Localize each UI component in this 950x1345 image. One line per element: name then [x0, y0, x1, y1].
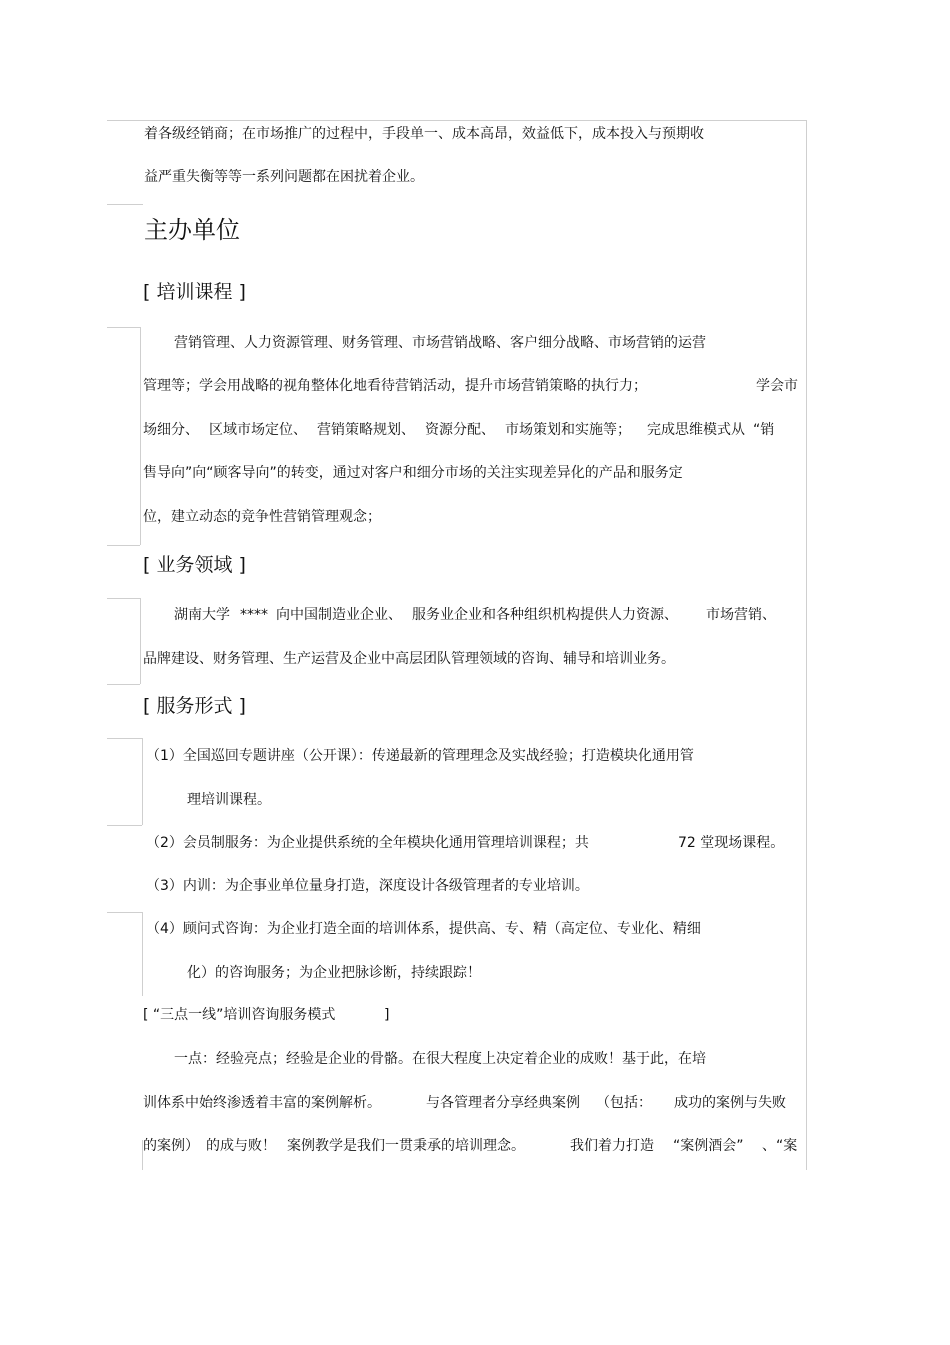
courses-line: 位，建立动态的竞争性营销管理观念； — [143, 509, 381, 525]
rule — [806, 120, 807, 1170]
rule — [107, 912, 142, 913]
rule — [142, 738, 143, 825]
model-line: 、“案 — [762, 1138, 798, 1154]
business-line — [174, 606, 776, 624]
service-heading: [ 服务形式 ] — [143, 695, 246, 717]
courses-phrase: 市场策划和实施等； — [505, 422, 631, 438]
service-item: （4）顾问式咨询：为企业打造全面的培训体系，提供高、专、精（高定位、专业化、精细 — [146, 921, 701, 937]
service-item: （1）全国巡回专题讲座（公开课）：传递最新的管理理念及实战经验；打造模块化通用管 — [146, 748, 694, 764]
courses-phrase: 营销策略规划、 — [317, 422, 415, 438]
model-line: （包括： — [596, 1095, 652, 1111]
business-phrase: **** — [240, 607, 268, 623]
business-phrase: 湖南大学 — [174, 607, 230, 623]
service-item: 化）的咨询服务；为企业把脉诊断，持续跟踪！ — [187, 965, 481, 981]
rule — [107, 598, 140, 599]
service-item: （2）会员制服务：为企业提供系统的全年模块化通用管理培训课程；共 — [146, 835, 589, 851]
model-line: 与各管理者分享经典案例 — [426, 1095, 580, 1111]
rule — [142, 912, 143, 996]
courses-line: 售导向”向“顾客导向”的转变，通过对客户和细分市场的关注实现差异化的产品和服务定 — [143, 465, 683, 481]
business-line: 品牌建设、财务管理、生产运营及企业中高层团队管理领域的咨询、辅导和培训业务。 — [143, 651, 675, 667]
courses-phrase: “销 — [753, 422, 775, 438]
model-line: 案例教学是我们一贯秉承的培训理念。 — [287, 1138, 525, 1154]
model-heading: [ “三点一线”培训咨询服务模式 — [143, 1007, 336, 1023]
model-line: 一点：经验亮点；经验是企业的骨骼。在很大程度上决定着企业的成败！基于此，在培 — [174, 1051, 706, 1067]
courses-line: 营销管理、人力资源管理、财务管理、市场营销战略、客户细分战略、市场营销的运营 — [174, 335, 706, 351]
courses-phrase: 场细分、 — [143, 422, 199, 438]
courses-heading: [ 培训课程 ] — [143, 281, 246, 303]
model-line: 我们着力打造 — [570, 1138, 654, 1154]
model-line: 训体系中始终渗透着丰富的案例解析。 — [143, 1095, 381, 1111]
model-line: 的成与败！ — [206, 1138, 276, 1154]
courses-phrase: 资源分配、 — [425, 422, 495, 438]
rule — [107, 738, 142, 739]
business-phrase: 市场营销、 — [706, 607, 776, 623]
rule — [107, 204, 143, 205]
courses-line: 管理等；学会用战略的视角整体化地看待营销活动，提升市场营销策略的执行力； — [143, 378, 647, 394]
intro-line: 益严重失衡等等一系列问题都在困扰着企业。 — [144, 169, 424, 185]
service-item: 72 堂现场课程。 — [678, 835, 785, 851]
rule — [107, 545, 140, 546]
courses-phrase: 区域市场定位、 — [209, 422, 307, 438]
rule — [140, 327, 141, 545]
service-item: （3）内训：为企事业单位量身打造，深度设计各级管理者的专业培训。 — [146, 878, 589, 894]
model-line: “案例酒会” — [673, 1138, 744, 1154]
model-line: 成功的案例与失败 — [674, 1095, 786, 1111]
courses-line — [143, 421, 774, 439]
host-title: 主办单位 — [144, 216, 240, 244]
service-item: 理培训课程。 — [187, 792, 271, 808]
rule — [140, 598, 141, 684]
business-phrase: 服务业企业和各种组织机构提供人力资源、 — [412, 607, 678, 623]
business-heading: [ 业务领域 ] — [143, 554, 246, 576]
business-phrase: 向中国制造业企业、 — [276, 607, 402, 623]
rule — [107, 825, 142, 826]
rule — [107, 684, 140, 685]
rule — [107, 120, 807, 121]
courses-phrase: 完成思维模式从 — [647, 422, 745, 438]
courses-line: 学会市 — [756, 378, 798, 394]
rule — [107, 327, 140, 328]
intro-line: 着各级经销商；在市场推广的过程中，手段单一、成本高昂，效益低下，成本投入与预期收 — [144, 126, 704, 142]
model-heading: ] — [384, 1007, 390, 1023]
model-line: 的案例） — [143, 1138, 199, 1154]
